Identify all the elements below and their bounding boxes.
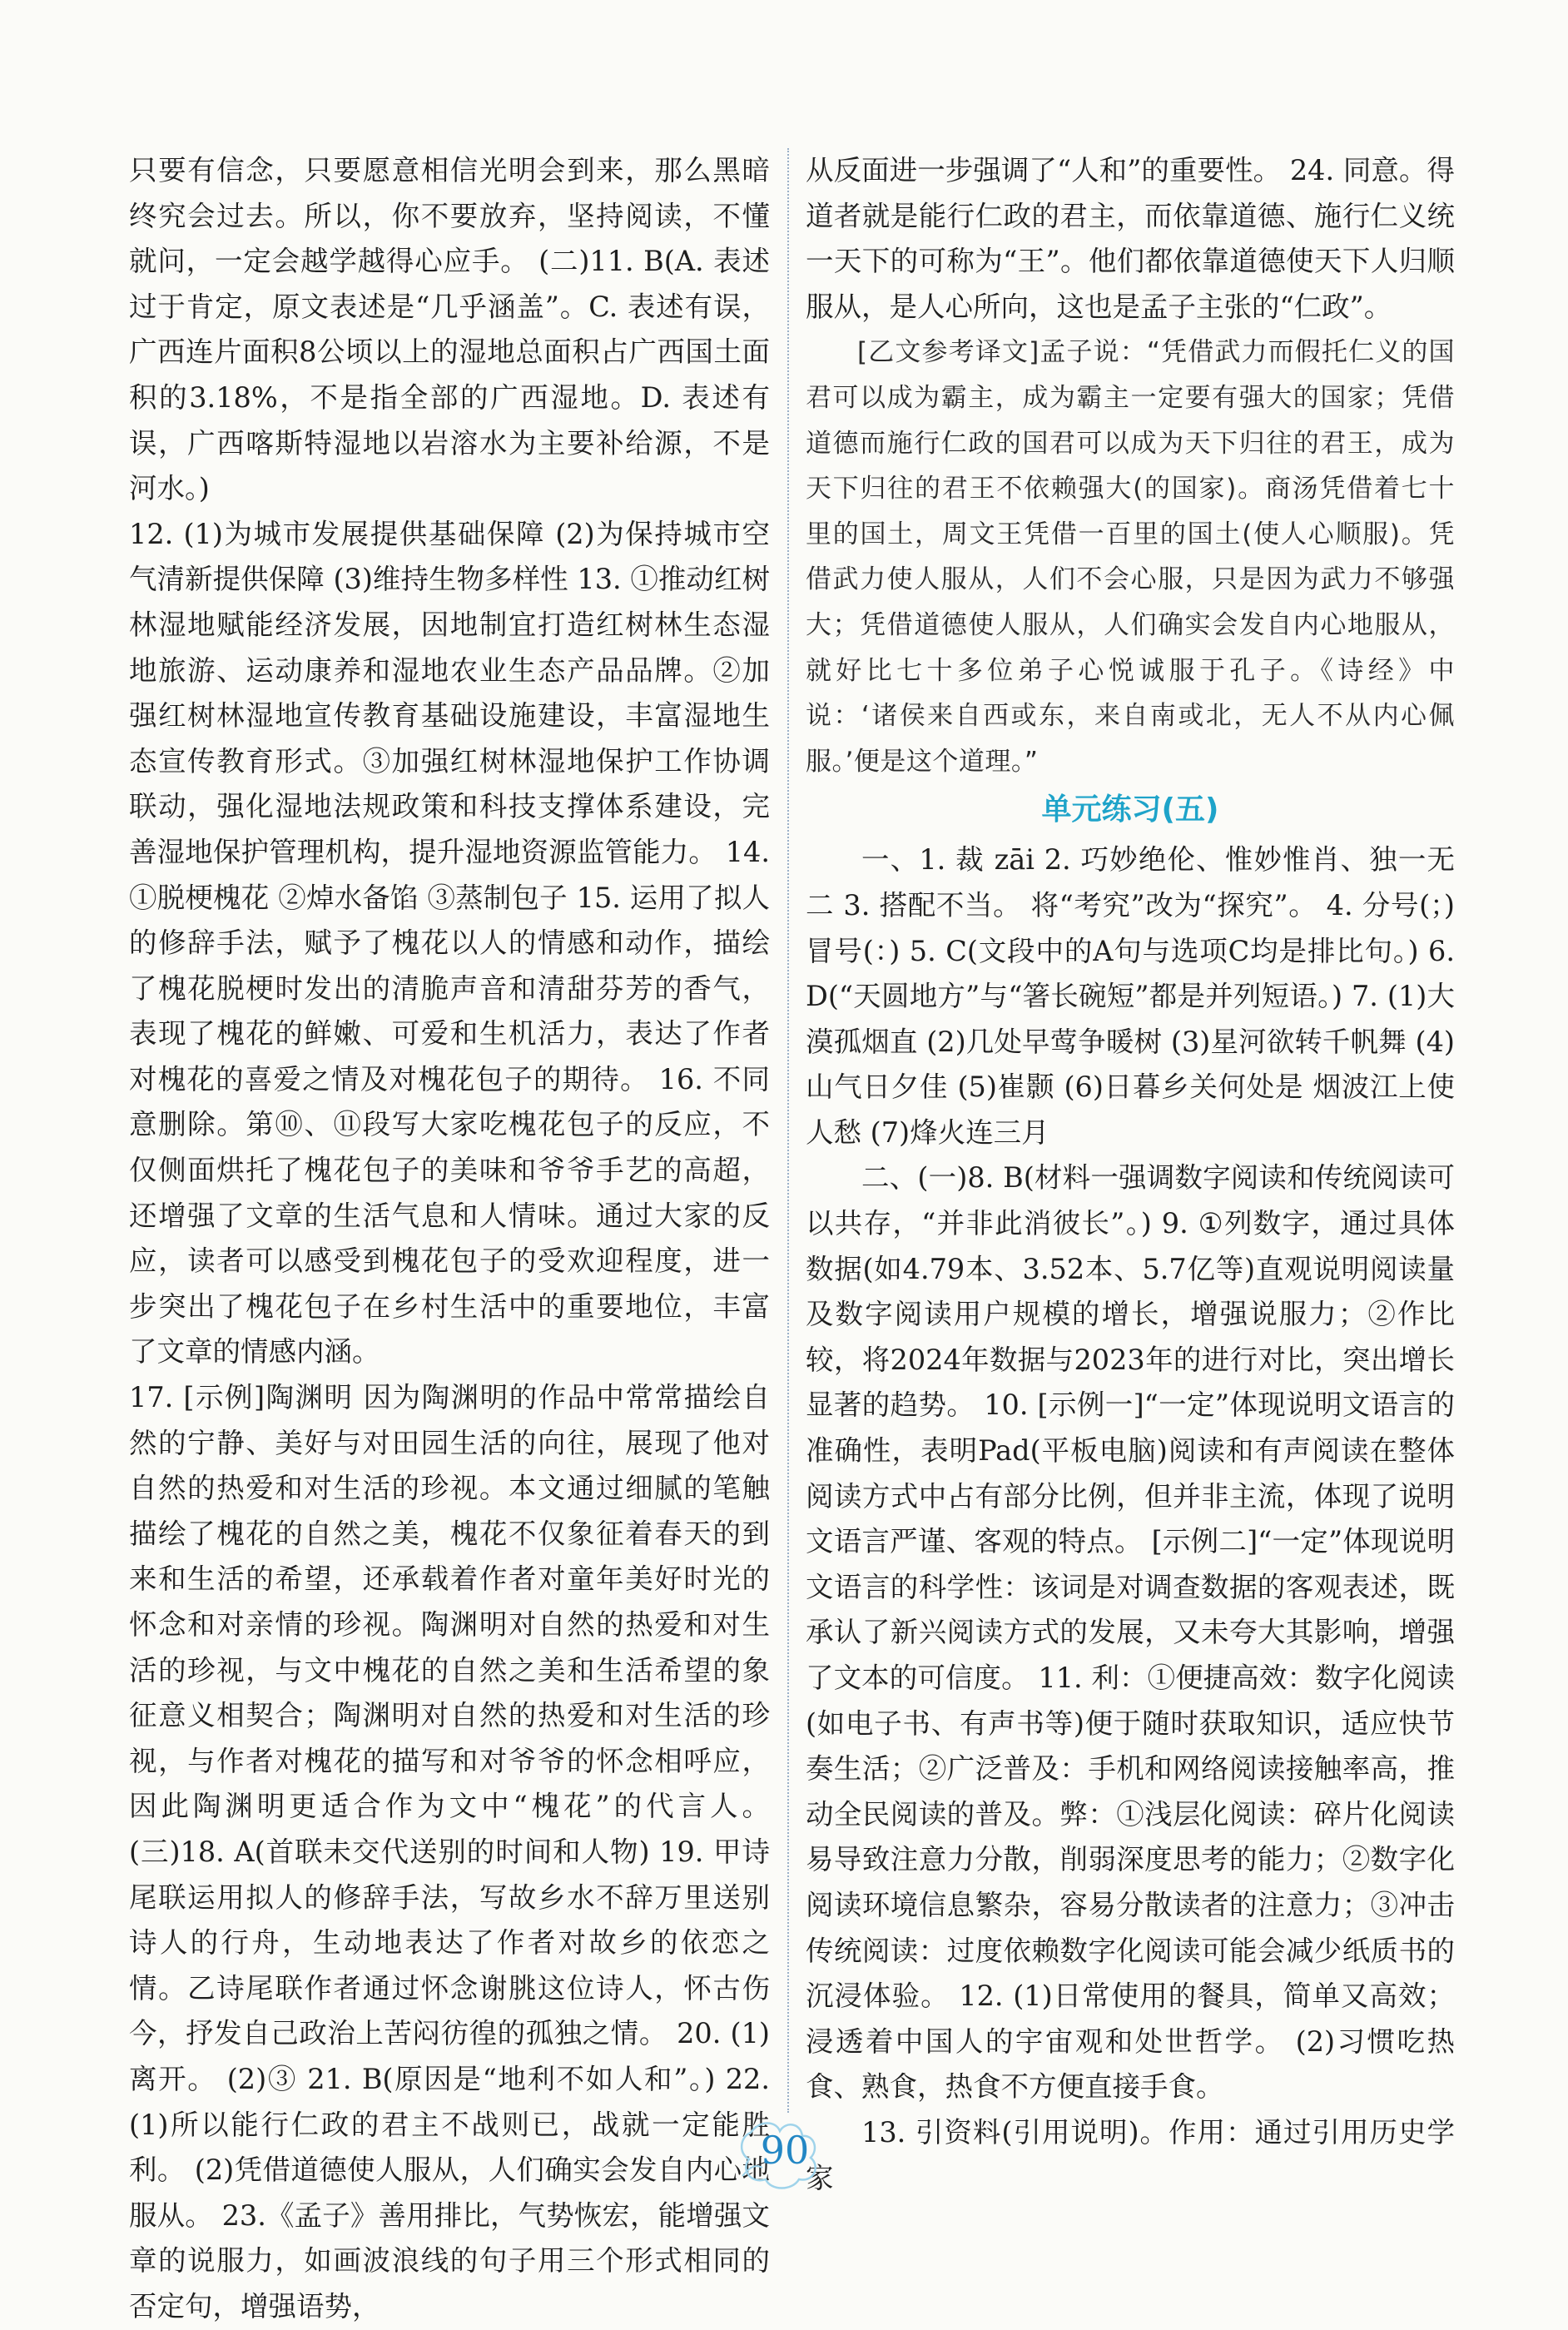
section-title: 单元练习(五) [1041, 792, 1219, 827]
answer-paragraph: 只要有信念，只要愿意相信光明会到来，那么黑暗终究会过去。所以，你不要放弃，坚持阅读，不懂就问，一定会越学越得心应手。 (二)11. B(A. 表述过于肯定，原文表述是“几乎涵盖”。C. 表述有误，广西连片面积8公顷以上的湿地总面积占广西国土面积的3.18%，不是指全部的广西湿地。D. 表述有误，广西喀斯特湿地以岩溶水为主要补给源，不是河水。) [129, 154, 770, 505]
answer-paragraph: 从反面进一步强调了“人和”的重要性。 24. 同意。得道者就是能行仁政的君主，而依靠道德、施行仁义统一天下的可称为“王”。他们都依靠道德使天下人归顺服从，是人心所向，这也是孟子主张的“仁政”。 [806, 154, 1455, 323]
page-number: 90 [760, 2128, 810, 2173]
answer-paragraph: 13. 引资料(引用说明)。作用：通过引用历史学家 [806, 2115, 1455, 2194]
answer-paragraph: 12. (1)为城市发展提供基础保障 (2)为保持城市空气清新提供保障 (3)维持生物多样性 13. ①推动红树林湿地赋能经济发展，因地制宜打造红树林生态湿地旅游、运动康养和湿地农业生态产品品牌。②加强红树林湿地宣传教育基础设施建设，丰富湿地生态宣传教育形式。③加强红树林湿地保护工作协调联动，强化湿地法规政策和科技支撑体系建设，完善湿地保护管理机构，提升湿地资源监管能力。 14. ①脱梗槐花 ②焯水备馅 ③蒸制包子 15. 运用了拟人的修辞手法，赋予了槐花以人的情感和动作，描绘了槐花脱梗时发出的清脆声音和清甜芬芳的香气，表现了槐花的鲜嫩、可爱和生机活力，表达了作者对槐花的喜爱之情及对槐花包子的期待。 16. 不同意删除。第⑩、⑪段写大家吃槐花包子的反应，不仅侧面烘托了槐花包子的美味和爷爷手艺的高超，还增强了文章的生活气息和人情味。通过大家的反应，读者可以感受到槐花包子的受欢迎程度，进一步突出了槐花包子在乡村生活中的重要地位，丰富了文章的情感内涵。 [129, 517, 770, 1369]
page-number-badge [734, 2116, 834, 2191]
answer-paragraph: 一、1. 裁 zāi 2. 巧妙绝伦、惟妙惟肖、独一无二 3. 搭配不当。 将“考究”改为“探究”。 4. 分号(；) 冒号(：) 5. C(文段中的A句与选项C均是排比句。) 6. D(“天圆地方”与“箸长碗短”都是并列短语。) 7. (1)大漠孤烟直 (2)几处早莺争暖树 (3)星河欲转千帆舞 (4)山气日夕佳 (5)崔颢 (6)日暮乡关何处是 烟波江上使人愁 (7)烽火连三月 [806, 843, 1455, 1149]
left-column [129, 148, 770, 2330]
column-divider [787, 148, 789, 2113]
answer-paragraph: 二、(一)8. B(材料一强调数字阅读和传统阅读可以共存，“并非此消彼长”。) 9. ①列数字，通过具体数据(如4.79本、3.52本、5.7亿等)直观说明阅读量及数字阅读用户规模的增长，增强说服力；②作比较，将2024年数据与2023年的进行对比，突出增长显著的趋势。 10. [示例一]“一定”体现说明文语言的准确性，表明Pad(平板电脑)阅读和有声阅读在整体阅读方式中占有部分比例，但并非主流，体现了说明文语言严谨、客观的特点。 [示例二]“一定”体现说明文语言的科学性：该词是对调查数据的客观表述，既承认了新兴阅读方式的发展，又未夸大其影响，增强了文本的可信度。 11. 利：①便捷高效：数字化阅读(如电子书、有声书等)便于随时获取知识，适应快节奏生活；②广泛普及：手机和网络阅读接触率高，推动全民阅读的普及。弊：①浅层化阅读：碎片化阅读易导致注意力分散，削弱深度思考的能力；②数字化阅读环境信息繁杂，容易分散读者的注意力；③冲击传统阅读：过度依赖数字化阅读可能会减少纸质书的沉浸体验。 12. (1)日常使用的餐具，简单又高效；浸透着中国人的宇宙观和处世哲学。 (2)习惯吃热食、熟食，热食不方便直接手食。 [806, 1161, 1455, 2104]
right-column [806, 148, 1455, 2201]
answer-paragraph: 17. [示例]陶渊明 因为陶渊明的作品中常常描绘自然的宁静、美好与对田园生活的向往，展现了他对自然的热爱和对生活的珍视。本文通过细腻的笔触描绘了槐花的自然之美，槐花不仅象征着春天的到来和生活的希望，还承载着作者对童年美好时光的怀念和对亲情的珍视。陶渊明对自然的热爱和对生活的珍视，与文中槐花的自然之美和生活希望的象征意义相契合；陶渊明对自然的热爱和对生活的珍视，与作者对槐花的描写和对爷爷的怀念相呼应，因此陶渊明更适合作为文中“槐花”的代言人。 (三)18. A(首联未交代送别的时间和人物) 19. 甲诗尾联运用拟人的修辞手法，写故乡水不辞万里送别诗人的行舟，生动地表达了作者对故乡的依恋之情。乙诗尾联作者通过怀念谢朓这位诗人，怀古伤今，抒发自己政治上苦闷彷徨的孤独之情。 20. (1)离开。 (2)③ 21. B(原因是“地利不如人和”。) 22. (1)所以能行仁政的君主不战则已，战就一定能胜利。 (2)凭借道德使人服从，人们确实会发自内心地服从。 23.《孟子》善用排比，气势恢宏，能增强文章的说服力，如画波浪线的句子用三个形式相同的否定句，增强语势， [129, 1381, 770, 2323]
translation-paragraph: [乙文参考译文]孟子说：“凭借武力而假托仁义的国君可以成为霸主，成为霸主一定要有强大的国家；凭借道德而施行仁政的国君可以成为天下归往的君王，成为天下归往的君王不依赖强大(的国家)。商汤凭借着七十里的国土，周文王凭借一百里的国土(使人心顺服)。凭借武力使人服从，人们不会心服，只是因为武力不够强大；凭借道德使人服从，人们确实会发自内心地服从，就好比七十多位弟子心悦诚服于孔子。《诗经》中说：‘诸侯来自西或东，来自南或北，无人不从内心佩服。’便是这个道理。” [806, 337, 1455, 777]
